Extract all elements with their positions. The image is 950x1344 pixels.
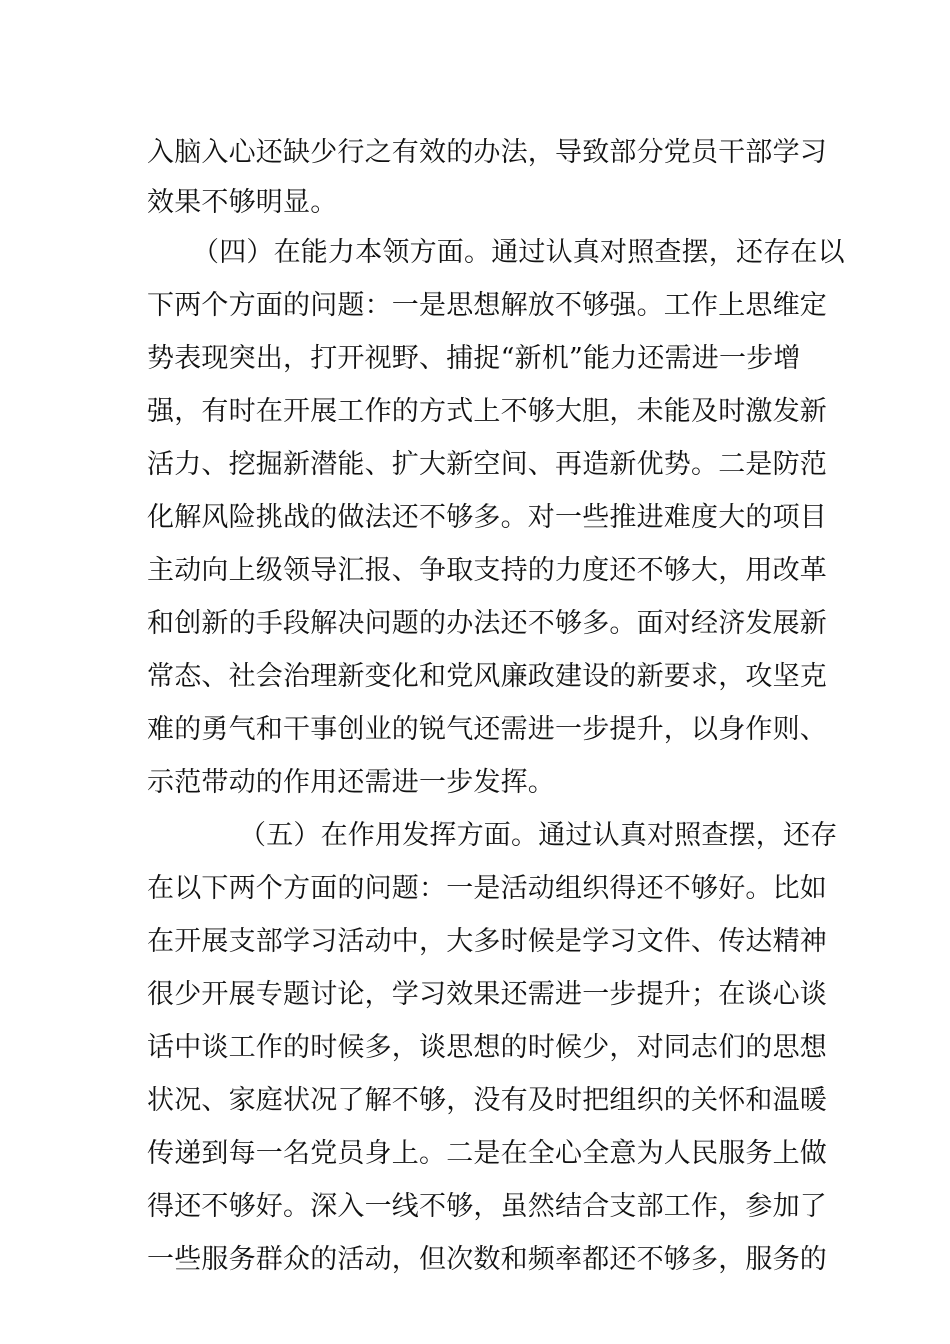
text-line: 入脑入心还缺少行之有效的办法，导致部分党员干部学习 xyxy=(147,137,827,168)
text-line: 下两个方面的问题：一是思想解放不够强。工作上思维定 xyxy=(147,290,827,321)
section-four-heading-line: （四）在能力本领方面。通过认真对照查摆，还存在以 xyxy=(192,237,845,268)
text-line: 状况、家庭状况了解不够，没有及时把组织的关怀和温暖 xyxy=(147,1085,827,1116)
text-line: 在开展支部学习活动中，大多时候是学习文件、传达精神 xyxy=(147,926,827,957)
text-line: 一些服务群众的活动，但次数和频率都还不够多，服务的 xyxy=(147,1244,827,1275)
text-line: 和创新的手段解决问题的办法还不够多。面对经济发展新 xyxy=(147,608,827,639)
section-five-heading-line: （五）在作用发挥方面。通过认真对照查摆，还存 xyxy=(239,820,838,851)
text-line: 主动向上级领导汇报、争取支持的力度还不够大，用改革 xyxy=(147,555,827,586)
text-line: 难的勇气和干事创业的锐气还需进一步提升，以身作则、 xyxy=(147,714,827,745)
text-line: 强，有时在开展工作的方式上不够大胆，未能及时激发新 xyxy=(147,396,827,427)
text-line: 在以下两个方面的问题：一是活动组织得还不够好。比如 xyxy=(147,873,827,904)
text-line: 话中谈工作的时候多，谈思想的时候少，对同志们的思想 xyxy=(147,1032,827,1063)
text-line: 势表现突出，打开视野、捕捉“新机”能力还需进一步增 xyxy=(147,343,801,374)
text-line: 化解风险挑战的做法还不够多。对一些推进难度大的项目 xyxy=(147,502,827,533)
text-line: 效果不够明显。 xyxy=(147,187,338,218)
text-line: 活力、挖掘新潜能、扩大新空间、再造新优势。二是防范 xyxy=(147,449,827,480)
text-line: 很少开展专题讨论，学习效果还需进一步提升；在谈心谈 xyxy=(147,979,827,1010)
text-line: 示范带动的作用还需进一步发挥。 xyxy=(147,767,555,798)
text-line: 常态、社会治理新变化和党风廉政建设的新要求，攻坚克 xyxy=(147,661,827,692)
text-line: 得还不够好。深入一线不够，虽然结合支部工作，参加了 xyxy=(147,1191,827,1222)
text-line: 传递到每一名党员身上。二是在全心全意为人民服务上做 xyxy=(147,1138,827,1169)
